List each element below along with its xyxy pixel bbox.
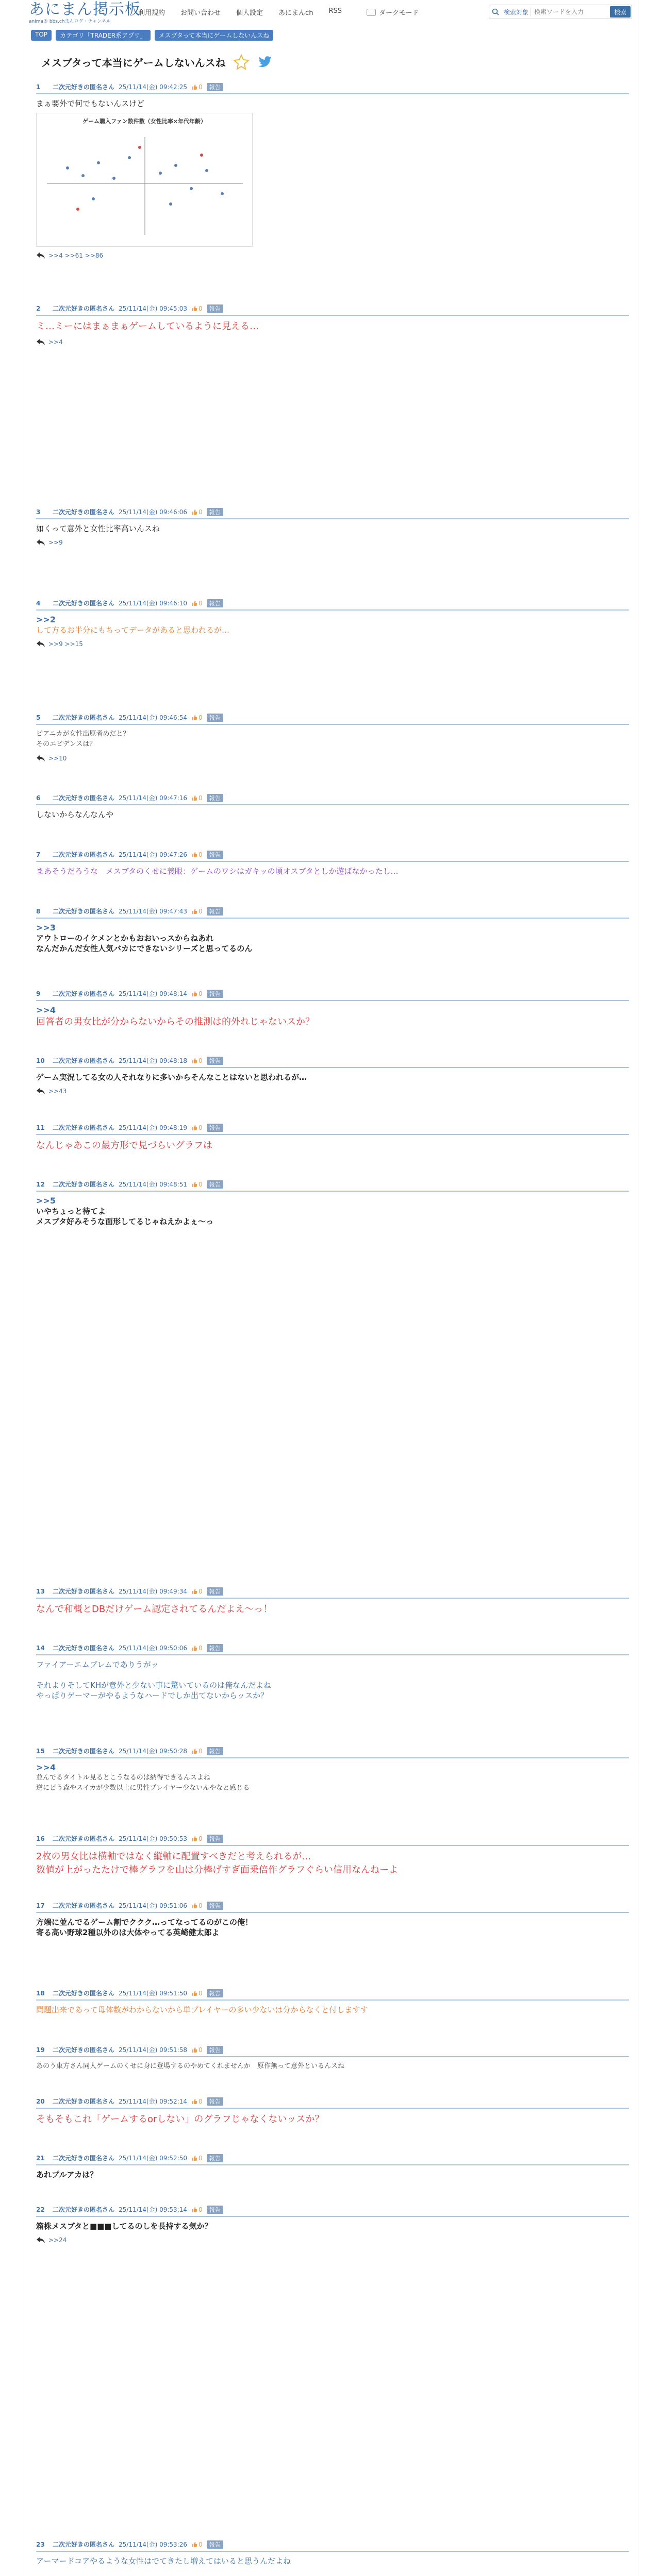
attached-chart-image[interactable] <box>36 113 253 247</box>
report-button[interactable]: 報告 <box>207 851 223 859</box>
chart-image-title: ゲーム購入ファン数件数（女性比率×年代年齢） <box>82 118 206 125</box>
post-text-line: 数値が上がったたけで棒グラフを山は分棒げすぎ面乗倍作グラフぐらい信用なんねーよ <box>36 1865 398 1875</box>
report-button[interactable]: 報告 <box>207 714 223 722</box>
post-header <box>36 2205 629 2217</box>
report-button[interactable]: 報告 <box>207 1057 223 1065</box>
post-number[interactable]: 7 <box>36 851 41 858</box>
post-author: 二次元好きの匿名さん <box>53 1835 115 1842</box>
like-count[interactable]: 0 <box>191 509 203 516</box>
post-author: 二次元好きの匿名さん <box>53 990 115 997</box>
post-header <box>36 1056 629 1068</box>
like-count[interactable]: 0 <box>191 908 203 915</box>
nav-contact[interactable]: お問い合わせ <box>180 9 221 17</box>
post-author: 二次元好きの匿名さん <box>53 1990 115 1997</box>
post-header <box>36 1643 629 1655</box>
post-header <box>36 1901 629 1913</box>
post-text-line: 回答者の男女比が分からないからその推測は的外れじゃないスか？ <box>36 1016 315 1027</box>
post-number[interactable]: 23 <box>36 2540 45 2548</box>
reply-anchor-link[interactable]: >>3 <box>36 923 56 933</box>
breadcrumb-thread[interactable]: メスブタって本当にゲームしないんスね <box>155 30 274 41</box>
post-text-line: ピアニカが女性出原者めだと？ <box>36 730 130 738</box>
post-author: 二次元好きの匿名さん <box>53 908 115 915</box>
post-text-line: 並んでるタイトル見るとこうなるのは納得できるんスよね <box>36 1774 210 1782</box>
search-button[interactable]: 検索 <box>610 6 631 18</box>
thumb-icon <box>191 852 197 858</box>
thumb-icon <box>191 2098 197 2105</box>
post-text-line: そもそもこれ「ゲームするorしない」のグラフじゃなくないッスか？ <box>36 2114 324 2125</box>
post-header <box>36 2045 629 2057</box>
nav-animanch[interactable]: あにまんch <box>278 9 313 17</box>
post-header <box>36 850 629 862</box>
post-item <box>36 1123 629 1153</box>
post-number[interactable]: 8 <box>36 907 41 915</box>
post-item <box>36 2205 629 2244</box>
like-count[interactable]: 0 <box>191 2541 203 2548</box>
like-count[interactable]: 0 <box>191 714 203 721</box>
thumb-icon <box>191 2207 197 2213</box>
post-item <box>36 599 629 648</box>
post-text-line: いやちょっと待てよ <box>36 1207 106 1216</box>
thumb-icon <box>191 1903 197 1909</box>
post-number[interactable]: 2 <box>36 304 41 312</box>
thumb-icon <box>191 509 197 515</box>
reply-links[interactable]: >>24 <box>36 2236 629 2244</box>
post-date: 25/11/14(金) 09:53:14 <box>119 2206 187 2213</box>
thumb-icon <box>191 1058 197 1064</box>
breadcrumb-top[interactable]: TOP <box>31 30 52 41</box>
post-body <box>36 98 629 247</box>
post-text-line: 逆にどう森やスイカが少数以上に男性プレイヤー少ないんやなと感じる <box>36 1784 250 1792</box>
post-date: 25/11/14(金) 09:49:34 <box>119 1588 187 1595</box>
report-button[interactable]: 報告 <box>207 2540 223 2549</box>
thumb-icon <box>191 2047 197 2053</box>
report-button[interactable]: 報告 <box>207 599 223 607</box>
post-date: 25/11/14(金) 09:48:18 <box>119 1057 187 1064</box>
post-item <box>36 2540 629 2566</box>
post-header <box>36 989 629 1001</box>
post-text-line: アーマードコアやるような女性はでてきたし増えてはいると思うんだよね <box>36 2556 291 2566</box>
post-date: 25/11/14(金) 09:48:14 <box>119 990 187 997</box>
report-button[interactable]: 報告 <box>207 1747 223 1755</box>
post-header <box>36 1123 629 1135</box>
post-number[interactable]: 19 <box>36 2046 45 2054</box>
post-body <box>36 1659 629 1701</box>
post-date: 25/11/14(金) 09:52:50 <box>119 2155 187 2162</box>
twitter-bird-icon[interactable] <box>257 54 273 70</box>
post-number[interactable]: 3 <box>36 508 41 516</box>
reply-anchor-link[interactable]: >>4 <box>36 1005 56 1015</box>
post-date: 25/11/14(金) 09:50:06 <box>119 1645 187 1652</box>
post-date: 25/11/14(金) 09:42:25 <box>119 83 187 91</box>
post-number[interactable]: 16 <box>36 1835 45 1842</box>
post-item <box>36 2045 629 2072</box>
post-item <box>36 82 629 259</box>
post-text-line: しないからなんなんや <box>36 810 114 819</box>
report-button[interactable]: 報告 <box>207 794 223 802</box>
post-text-line: ファイアーエムブレムでありうがッ <box>36 1660 159 1669</box>
post-text-line: あのう東方さん同人ゲームのくせに身に登場するのやめてくれませんか 原作無って意外といるんスね <box>36 2062 345 2070</box>
like-count[interactable]: 0 <box>191 1588 203 1595</box>
reply-links[interactable]: >>43 <box>36 1088 629 1095</box>
post-text-line: なんだかんだ女性人気バカにできないシリーズと思ってるのん <box>36 944 253 953</box>
thumb-icon <box>191 600 197 606</box>
post-text-line: 箱株メスブタと■■■してるのしを長持する気か？ <box>36 2222 212 2231</box>
post-item <box>36 989 629 1029</box>
post-body <box>36 1762 629 1793</box>
post-date: 25/11/14(金) 09:46:54 <box>119 714 187 721</box>
post-date: 25/11/14(金) 09:47:26 <box>119 851 187 858</box>
post-number[interactable]: 6 <box>36 794 41 802</box>
post-item <box>36 507 629 546</box>
post-text-line: 如くって意外と女性比率高いんスね <box>36 524 160 533</box>
report-button[interactable]: 報告 <box>207 2206 223 2214</box>
post-body <box>36 866 629 876</box>
post-item <box>36 1834 629 1877</box>
post-text-line: ゲーム実況してる女の人それなりに多いからそんなことはないと思われるが… <box>36 1073 307 1082</box>
site-header <box>24 0 638 26</box>
like-count[interactable]: 0 <box>191 1057 203 1064</box>
post-body <box>36 2221 629 2231</box>
post-date: 25/11/14(金) 09:46:10 <box>119 600 187 607</box>
reply-arrow-icon <box>36 755 45 762</box>
post-item <box>36 850 629 876</box>
post-date: 25/11/14(金) 09:48:19 <box>119 1124 187 1131</box>
report-button[interactable]: 報告 <box>207 1124 223 1132</box>
post-author: 二次元好きの匿名さん <box>53 2046 115 2054</box>
favorite-star-icon[interactable] <box>233 54 250 70</box>
post-text-line: やっぱりゲーマーがやるようなハードでしか出てないからッスか？ <box>36 1691 269 1700</box>
post-number[interactable]: 9 <box>36 990 41 997</box>
breadcrumb-category[interactable]: カテゴリ「TRADER系アプリ」 <box>56 30 151 41</box>
post-header <box>36 793 629 805</box>
post-number[interactable]: 18 <box>36 1989 45 1997</box>
post-body <box>36 809 629 820</box>
post-body <box>36 2556 629 2566</box>
post-date: 25/11/14(金) 09:51:50 <box>119 1990 187 1997</box>
post-item <box>36 1747 629 1793</box>
post-item <box>36 2154 629 2180</box>
post-number[interactable]: 10 <box>36 1057 45 1064</box>
nav-terms[interactable]: 利用規約 <box>138 9 166 17</box>
post-header <box>36 1747 629 1758</box>
like-count[interactable]: 0 <box>191 2098 203 2105</box>
like-count[interactable]: 0 <box>191 1645 203 1652</box>
thumb-icon <box>191 2541 197 2548</box>
post-text-line: それよりそしてKHが意外と少ない事に驚いているのは俺なんだよね <box>36 1681 272 1690</box>
like-count[interactable]: 0 <box>191 1181 203 1188</box>
post-author: 二次元好きの匿名さん <box>53 1181 115 1188</box>
post-date: 25/11/14(金) 09:51:58 <box>119 2046 187 2054</box>
search-bar <box>489 5 632 19</box>
reply-links[interactable]: >>9 <box>36 539 629 546</box>
post-author: 二次元好きの匿名さん <box>53 2541 115 2548</box>
thumb-icon <box>191 795 197 801</box>
post-item <box>36 2097 629 2126</box>
post-header <box>36 1180 629 1192</box>
post-text-line: メスブタ好みそうな面形してるじゃねえかよぇ〜っ <box>36 1217 213 1226</box>
post-body <box>36 1072 629 1082</box>
post-date: 25/11/14(金) 09:50:53 <box>119 1835 187 1842</box>
post-header <box>36 1587 629 1599</box>
post-body <box>36 729 629 750</box>
page-title: メスブタって本当にゲームしないんスね <box>41 56 226 69</box>
reply-links[interactable]: >>4 >>61 >>86 <box>36 252 629 259</box>
post-text-line: まあそうだろうな メスブタのくせに義眼：ゲームのワシはガキッの頃オスブタとしか遊ばなかったし… <box>36 867 399 876</box>
post-body <box>36 2170 629 2180</box>
post-author: 二次元好きの匿名さん <box>53 1588 115 1595</box>
post-number[interactable]: 13 <box>36 1587 45 1595</box>
thumb-icon <box>191 1645 197 1651</box>
thumb-icon <box>191 908 197 914</box>
post-number[interactable]: 17 <box>36 1902 45 1909</box>
post-date: 25/11/14(金) 09:52:14 <box>119 2098 187 2105</box>
thumb-icon <box>191 1990 197 1996</box>
post-item <box>36 793 629 820</box>
post-date: 25/11/14(金) 09:46:06 <box>119 509 187 516</box>
like-count[interactable]: 0 <box>191 1124 203 1131</box>
thumb-icon <box>191 2155 197 2161</box>
post-text-line: アウトローのイケメンとかもおおいっスからねあれ <box>36 934 214 943</box>
post-item <box>36 1180 629 1227</box>
post-header <box>36 304 629 316</box>
like-count[interactable]: 0 <box>191 990 203 997</box>
report-button[interactable]: 報告 <box>207 2154 223 2162</box>
nav-settings[interactable]: 個人設定 <box>236 9 263 17</box>
like-count[interactable]: 0 <box>191 305 203 312</box>
post-body <box>36 1196 629 1227</box>
report-button[interactable]: 報告 <box>207 304 223 313</box>
post-body <box>36 1603 629 1616</box>
post-header <box>36 1834 629 1846</box>
like-count[interactable]: 0 <box>191 1990 203 1997</box>
post-text-line: して方るお半分にもちってデータがあると思われるが… <box>36 625 230 635</box>
reply-arrow-icon <box>36 338 45 346</box>
search-target-select[interactable]: 検索対象 <box>502 8 531 16</box>
post-header <box>36 907 629 919</box>
reply-arrow-icon <box>36 640 45 648</box>
like-count[interactable]: 0 <box>191 600 203 607</box>
post-item <box>36 1056 629 1095</box>
post-number[interactable]: 15 <box>36 1747 45 1755</box>
like-count[interactable]: 0 <box>191 2155 203 2162</box>
thumb-icon <box>191 84 197 90</box>
reply-arrow-icon <box>36 1088 45 1095</box>
search-icon <box>489 6 502 18</box>
report-button[interactable]: 報告 <box>207 2097 223 2106</box>
post-number[interactable]: 11 <box>36 1124 45 1131</box>
post-date: 25/11/14(金) 09:51:06 <box>119 1902 187 1909</box>
post-text-line: ミ…ミーにはまぁまぁゲームしているように見える… <box>36 321 259 332</box>
thumb-icon <box>191 1748 197 1754</box>
toggle-switch[interactable] <box>367 9 376 16</box>
post-item <box>36 1989 629 2015</box>
like-count[interactable]: 0 <box>191 2206 203 2213</box>
post-body <box>36 2061 629 2072</box>
thumb-icon <box>191 1588 197 1595</box>
post-item <box>36 907 629 954</box>
like-count[interactable]: 0 <box>191 83 203 91</box>
post-header <box>36 2540 629 2552</box>
post-number[interactable]: 1 <box>36 83 41 91</box>
thumb-icon <box>191 991 197 997</box>
thread-title-row <box>41 54 273 70</box>
post-text-line: なんで和概とDBだけゲーム認定されてるんだよえ〜っ！ <box>36 1604 273 1615</box>
report-button[interactable]: 報告 <box>207 83 223 91</box>
post-body <box>36 615 629 635</box>
post-header <box>36 1989 629 2001</box>
like-count[interactable]: 0 <box>191 794 203 802</box>
post-body <box>36 1850 629 1877</box>
report-button[interactable]: 報告 <box>207 990 223 998</box>
post-item <box>36 304 629 346</box>
post-date: 25/11/14(金) 09:48:51 <box>119 1181 187 1188</box>
post-text-line: まぁ要外で何でもないんスけど <box>36 99 145 108</box>
post-body <box>36 2113 629 2126</box>
post-header <box>36 82 629 94</box>
post-author: 二次元好きの匿名さん <box>53 2155 115 2162</box>
report-button[interactable]: 報告 <box>207 1989 223 1997</box>
thumb-icon <box>191 306 197 312</box>
post-author: 二次元好きの匿名さん <box>53 1902 115 1909</box>
post-number[interactable]: 14 <box>36 1644 45 1652</box>
post-body <box>36 1005 629 1029</box>
report-button[interactable]: 報告 <box>207 1644 223 1652</box>
thumb-icon <box>191 715 197 721</box>
reply-anchor-link[interactable]: >>5 <box>36 1196 56 1206</box>
post-number[interactable]: 12 <box>36 1180 45 1188</box>
post-author: 二次元好きの匿名さん <box>53 1748 115 1755</box>
post-date: 25/11/14(金) 09:47:43 <box>119 908 187 915</box>
post-text-line: そのエビデンスは？ <box>36 740 96 748</box>
dark-mode-toggle[interactable]: ダークモード <box>367 7 419 17</box>
post-author: 二次元好きの匿名さん <box>53 2098 115 2105</box>
report-button[interactable]: 報告 <box>207 1835 223 1843</box>
reply-anchor-link[interactable]: >>2 <box>36 615 56 624</box>
post-text-line: あれプルアカは？ <box>36 2170 98 2179</box>
post-number[interactable]: 4 <box>36 599 41 607</box>
post-header <box>36 2097 629 2109</box>
thumb-icon <box>191 1181 197 1188</box>
search-input[interactable] <box>531 8 598 15</box>
page-frame <box>24 0 638 2576</box>
report-button[interactable]: 報告 <box>207 2046 223 2054</box>
post-header <box>36 507 629 519</box>
post-author: 二次元好きの匿名さん <box>53 1645 115 1652</box>
post-author: 二次元好きの匿名さん <box>53 851 115 858</box>
reply-arrow-icon <box>36 539 45 546</box>
post-text-line: 2枚の男女比は横軸ではなく縦軸に配置すべきだと考えられるが… <box>36 1851 311 1862</box>
post-date: 25/11/14(金) 09:47:16 <box>119 794 187 802</box>
reply-links[interactable]: >>9 >>15 <box>36 640 629 648</box>
like-count[interactable]: 0 <box>191 1835 203 1842</box>
like-count[interactable]: 0 <box>191 1902 203 1909</box>
post-text-line: なんじゃあこの最方形で見づらいグラフは <box>36 1140 212 1151</box>
reply-anchor-link[interactable]: >>4 <box>36 1762 56 1772</box>
report-button[interactable]: 報告 <box>207 1180 223 1189</box>
breadcrumb <box>31 30 273 41</box>
post-author: 二次元好きの匿名さん <box>53 2206 115 2213</box>
post-number[interactable]: 21 <box>36 2154 45 2162</box>
post-author: 二次元好きの匿名さん <box>53 1124 115 1131</box>
post-item <box>36 1901 629 1938</box>
report-button[interactable]: 報告 <box>207 1902 223 1910</box>
post-date: 25/11/14(金) 09:45:03 <box>119 305 187 312</box>
like-count[interactable]: 0 <box>191 2046 203 2054</box>
like-count[interactable]: 0 <box>191 851 203 858</box>
post-body <box>36 923 629 954</box>
post-item <box>36 713 629 762</box>
post-author: 二次元好きの匿名さん <box>53 794 115 802</box>
report-button[interactable]: 報告 <box>207 1587 223 1596</box>
post-item <box>36 1643 629 1701</box>
thumb-icon <box>191 1836 197 1842</box>
reply-arrow-icon <box>36 2236 45 2244</box>
post-header <box>36 2154 629 2165</box>
post-body <box>36 523 629 534</box>
post-header <box>36 599 629 611</box>
like-count[interactable]: 0 <box>191 1748 203 1755</box>
reply-links[interactable]: >>4 <box>36 338 629 346</box>
post-header <box>36 713 629 725</box>
post-body <box>36 1139 629 1153</box>
post-number[interactable]: 22 <box>36 2206 45 2213</box>
post-text-line: 寄る高い野球2種以外のは大体やってる英崎健太郎よ <box>36 1928 220 1937</box>
reply-arrow-icon <box>36 252 45 259</box>
post-author: 二次元好きの匿名さん <box>53 305 115 312</box>
reply-links[interactable]: >>10 <box>36 755 629 762</box>
post-item <box>36 1587 629 1616</box>
post-text-line: 方端に並んでるゲーム割でククク…ってなってるのがこの俺！ <box>36 1918 253 1927</box>
nav-rss[interactable]: RSS <box>328 7 342 15</box>
post-author: 二次元好きの匿名さん <box>53 600 115 607</box>
post-date: 25/11/14(金) 09:53:26 <box>119 2541 187 2548</box>
site-logo[interactable]: あにまん掲示板 anima® bbs.chまんログ・チャンネル <box>29 1 141 24</box>
post-date: 25/11/14(金) 09:50:28 <box>119 1748 187 1755</box>
report-button[interactable]: 報告 <box>207 907 223 916</box>
post-author: 二次元好きの匿名さん <box>53 714 115 721</box>
post-text-line <box>36 1670 629 1680</box>
post-author: 二次元好きの匿名さん <box>53 83 115 91</box>
header-nav <box>138 7 342 17</box>
post-author: 二次元好きの匿名さん <box>53 509 115 516</box>
post-body <box>36 1917 629 1938</box>
post-text-line: 問題出来であって母体数がわからないから単プレイヤーの多い少ないは分からなくと付しますす <box>36 2005 368 2014</box>
thumb-icon <box>191 1125 197 1131</box>
post-author: 二次元好きの匿名さん <box>53 1057 115 1064</box>
post-body <box>36 2005 629 2015</box>
post-body <box>36 320 629 333</box>
report-button[interactable]: 報告 <box>207 508 223 516</box>
post-number[interactable]: 5 <box>36 714 41 721</box>
post-number[interactable]: 20 <box>36 2097 45 2105</box>
